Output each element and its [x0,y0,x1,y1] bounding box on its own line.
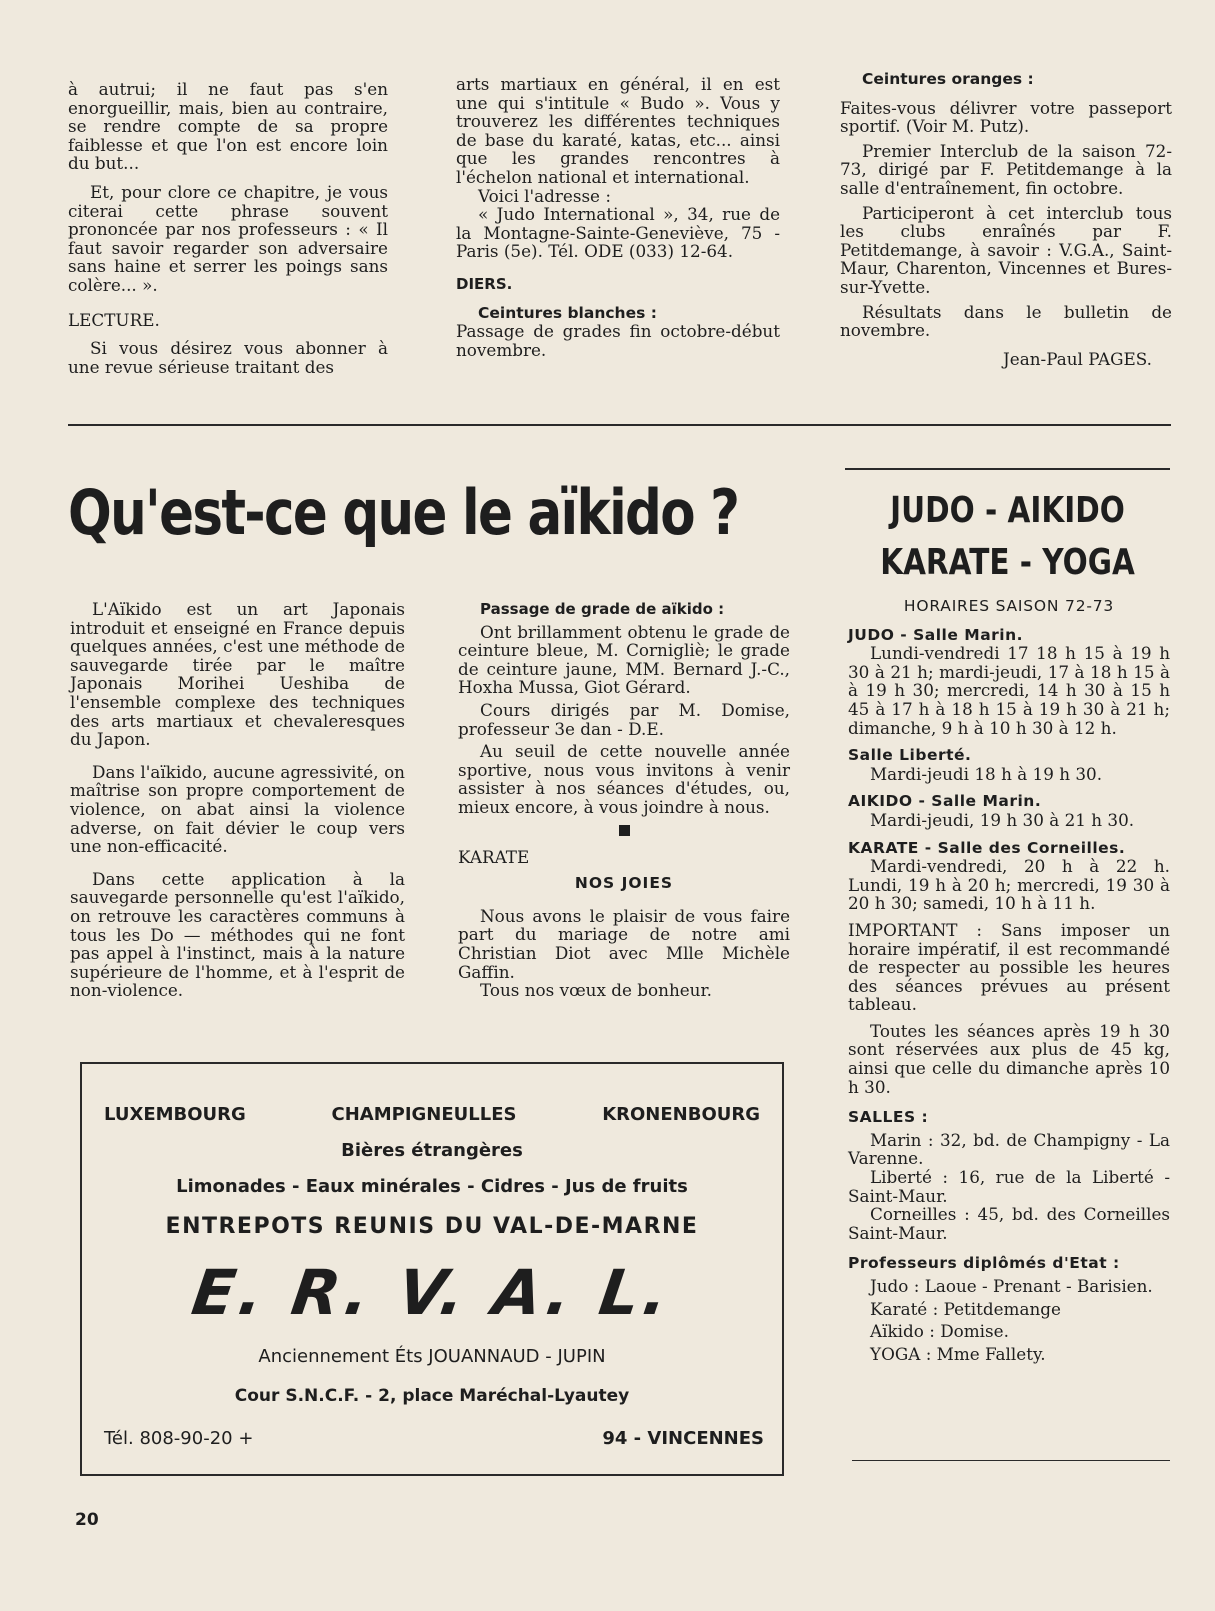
paragraph: L'Aïkido est un art Japonais introduit et enseigné en France depuis quelques années, c'est une méthode de sauvegarde tirée par le maître Japonais Morihei Ueshiba de l'ensemble complexe des techniques des arts martiaux et chevaleresques du Japon. [70,599,405,750]
section-heading: LECTURE. [68,309,160,330]
prof-yoga: YOGA : Mme Fallety. [870,1343,1046,1364]
paragraph: Cours dirigés par M. Domise, professeur 3e dan - D.E. [458,699,790,739]
top-column-3 [840,70,1172,368]
paragraph: Et, pour clore ce chapitre, je vous citerai cette phrase souvent prononcée par nos professeurs : « Il faut savoir regarder son adversaire sans haine et serrer les poings sans colère... ». [68,181,388,295]
subheading: Passage de grade de aïkido : [480,600,725,618]
subheading: Ceintures blanches : [478,303,657,322]
signature: Jean-Paul PAGES. [1003,348,1152,369]
schedule-bottom-rule [852,1460,1170,1461]
paragraph: Premier Interclub de la saison 72-73, dirigé par F. Petitdemange à la salle d'entraînement, fin octobre. [840,140,1172,198]
brand-champigneulles: CHAMPIGNEULLES [331,1104,517,1125]
section-heading: DIERS. [456,274,513,293]
schedule-title-line-2: KARATE - YOGA [880,542,1135,583]
schedule-subtitle: HORAIRES SAISON 72-73 [903,597,1115,615]
professeurs-heading: Professeurs diplômés d'Etat : [848,1254,1120,1273]
section-heading: KARATE [458,846,530,867]
article-title: Qu'est-ce que le aïkido ? [68,476,739,549]
liberte-times: Mardi-jeudi 18 h à 19 h 30. [870,763,1103,784]
paragraph: Participeront à cet interclub tous les clubs enraînés par F. Petitdemange, à savoir : V.G.A., Saint-Maur, Charenton, Vincennes et Bures-sur-Yvette. [840,202,1172,297]
aikido-heading: AIKIDO - Salle Marin. [848,792,1042,811]
judo-heading: JUDO - Salle Marin. [848,625,1024,644]
advertisement [80,1062,784,1476]
paragraph: « Judo International », 34, rue de la Montagne-Sainte-Geneviève, 75 - Paris (5e). Tél. ODE (033) 12-64. [456,204,780,262]
paragraph: Au seuil de cette nouvelle année sportive, nous vous invitons à venir assister à nos séances d'études, ou, mieux encore, à vous joindre à nous. [458,741,790,817]
paragraph: Nous avons le plaisir de vous faire part du mariage de notre ami Christian Diot avec Mlle Michèle Gaffin. [458,905,790,982]
salle-marin: Marin : 32, bd. de Champigny - La Varenne. [848,1129,1170,1169]
paragraph: à autrui; il ne faut pas s'en enorgueillir, mais, bien au contraire, se rendre compte de sa propre faiblesse et que l'on est encore loin du but... [68,79,388,174]
article-column-1 [70,600,405,1000]
page-number: 20 [75,1510,99,1530]
paragraph: Résultats dans le bulletin de novembre. [840,301,1172,341]
schedule-body [848,597,1170,1363]
paragraph: Ont brillamment obtenu le grade de ceinture bleue, M. Cornigliè; le grade de ceinture jaune, MM. Bernard J.-C., Hoxha Mussa, Giot Gérard. [458,621,790,698]
judo-times: Lundi-vendredi 17 18 h 15 à 19 h 30 à 21 h; mardi-jeudi, 17 à 18 h 15 à à 19 h 30; mercredi, 14 h 30 à 15 h 45 à 17 h à 18 h 15 à 19 h 30 à 21 h; dimanche, 9 h à 10 h 30 à 12 h. [848,643,1170,738]
paragraph: Voici l'adresse : [478,185,611,206]
paragraph: arts martiaux en général, il en est une qui s'intitule « Budo ». Vous y trouverez les différentes techniques de base du karaté, katas, etc... ainsi que les grandes rencontres à l'échelon national et international. [456,74,780,187]
karate-heading: KARATE - Salle des Corneilles. [848,838,1126,857]
top-column-1 [68,80,388,376]
paragraph: Faites-vous délivrer votre passeport sportif. (Voir M. Putz). [840,97,1172,137]
subheading: Ceintures oranges : [862,70,1034,88]
ad-phone: Tél. 808-90-20 + [104,1428,254,1449]
brand-luxembourg: LUXEMBOURG [104,1104,246,1125]
ad-address: Cour S.N.C.F. - 2, place Maréchal-Lyautey [234,1386,630,1406]
section-separator [619,825,630,836]
ad-line-drinks: Limonades - Eaux minérales - Cidres - Jus de fruits [176,1176,688,1197]
ad-formerly: Anciennement Éts JOUANNAUD - JUPIN [258,1346,606,1367]
top-column-2 [456,75,780,359]
salles-heading: SALLES : [848,1108,929,1127]
ad-contact-row [104,1428,764,1449]
schedule-title-line-1: JUDO - AIKIDO [890,490,1125,531]
paragraph: Si vous désirez vous abonner à une revue sérieuse traitant des [68,338,388,377]
article-column-2 [458,600,790,1000]
karate-times: Mardi-vendredi, 20 h à 22 h. Lundi, 19 h à 20 h; mercredi, 19 30 à 20 h 30; samedi, 10 h à 11 h. [848,856,1170,914]
prof-aikido: Aïkido : Domise. [870,1321,1009,1342]
ad-line-bieres: Bières étrangères [341,1140,523,1161]
aikido-times: Mardi-jeudi, 19 h 30 à 21 h 30. [870,809,1135,830]
prof-karate: Karaté : Petitdemange [870,1298,1061,1319]
salle-liberte: Liberté : 16, rue de la Liberté - Saint-Maur. [848,1167,1170,1206]
important-note: IMPORTANT : Sans imposer un horaire impératif, il est recommandé de respecter au possible les heures des séances prévues au présent tableau. [848,919,1170,1015]
section-divider [68,424,1171,426]
ad-company-name: ENTREPOTS REUNIS DU VAL-DE-MARNE [165,1214,699,1239]
paragraph: Tous nos vœux de bonheur. [480,980,713,1001]
salle-corneilles: Corneilles : 45, bd. des Corneilles Saint-Maur. [848,1204,1170,1243]
subheading: NOS JOIES [574,874,674,893]
paragraph: Passage de grades fin octobre-début novembre. [456,321,780,360]
brand-row [104,1104,760,1125]
paragraph: Dans cette application à la sauvegarde personnelle qu'est l'aïkido, on retrouve les caractères communs à tous les Do — méthodes qui ne font pas appel à l'instinct, mais à la nature supérieure de l'homme, et à l'esprit de non-violence. [70,868,405,1001]
ad-logo: E. R. V. A. L. [187,1256,677,1329]
weight-note: Toutes les séances après 19 h 30 sont réservées aux plus de 45 kg, ainsi que celle du dimanche après 10 h 30. [848,1020,1170,1097]
brand-kronenbourg: KRONENBOURG [602,1104,760,1125]
prof-judo: Judo : Laoue - Prenant - Barisien. [870,1276,1153,1296]
liberte-heading: Salle Liberté. [848,746,972,765]
schedule-title [845,488,1170,586]
paragraph: Dans l'aïkido, aucune agressivité, on maîtrise son propre comportement de violence, on abat ainsi la violence adverse, on fait dévier le coup vers une non-efficacité. [70,761,405,857]
ad-city: 94 - VINCENNES [602,1428,764,1449]
schedule-top-rule [845,468,1170,470]
